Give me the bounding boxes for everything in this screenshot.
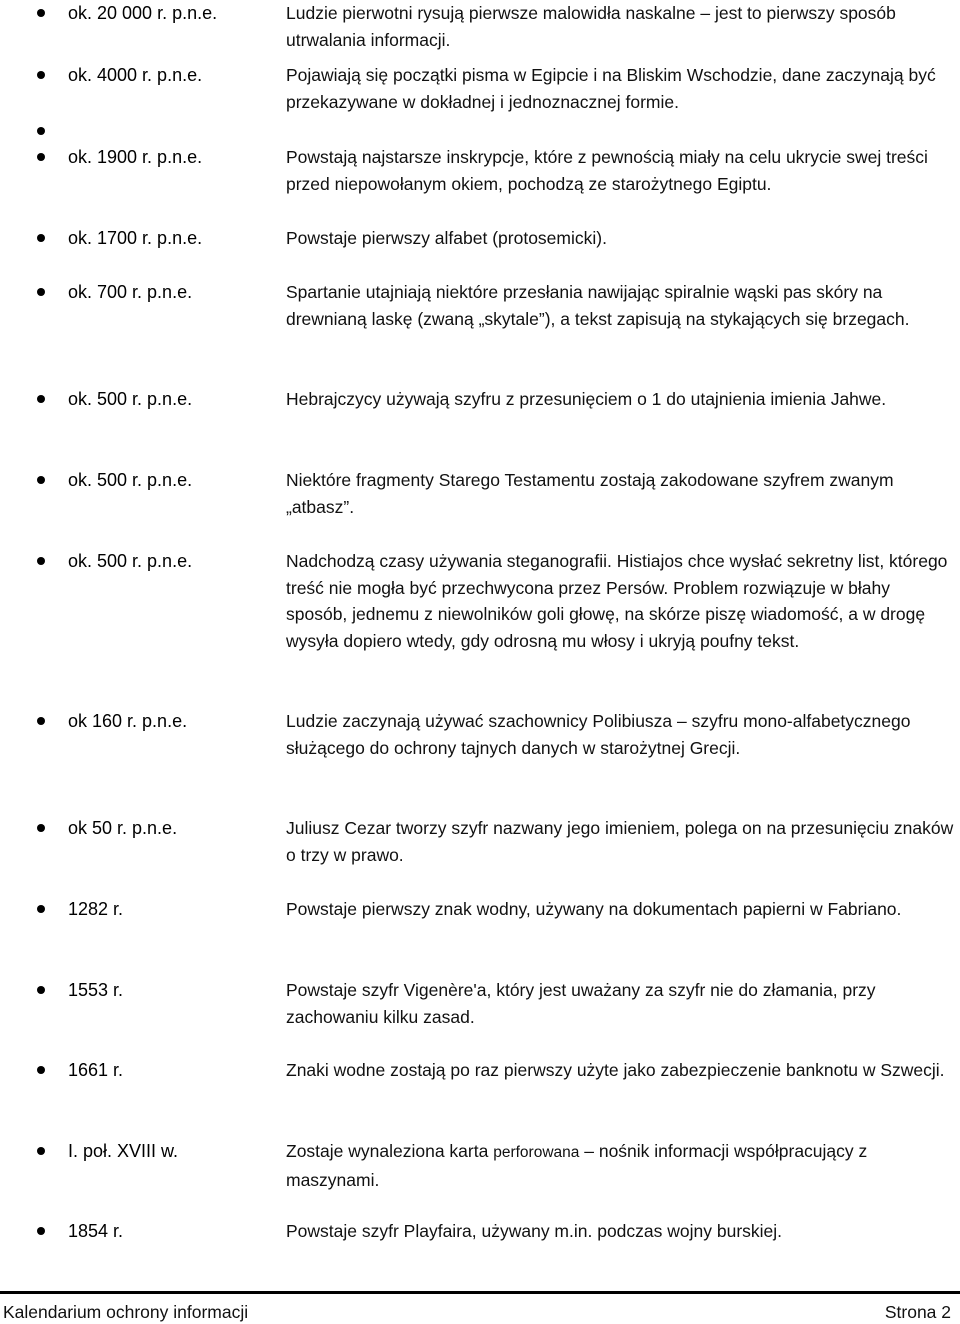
entry-date: I. poł. XVIII w. [68, 1141, 179, 1161]
bullet-icon [37, 71, 45, 79]
bullet-icon [37, 476, 45, 484]
entry-description: Znaki wodne zostają po raz pierwszy użyte jako zabezpieczenie banknotu w Szwecji. [286, 1060, 945, 1080]
bullet-icon [37, 905, 45, 913]
entry-description: Niektóre fragmenty Starego Testamentu zostają zakodowane szyfrem zwanym „atbasz”. [286, 470, 894, 517]
entry-description: Powstają najstarsze inskrypcje, które z pewnością miały na celu ukrycie swej treści przed niepowołanym okiem, pochodzą ze starożytnego Egiptu. [286, 147, 928, 194]
entry-date: ok. 1900 r. p.n.e. [68, 147, 203, 167]
bullet-icon [37, 1066, 45, 1074]
entry-date: 1661 r. [68, 1060, 124, 1080]
bullet-icon [37, 717, 45, 725]
desc-text-small: perforowana [493, 1144, 580, 1161]
entry-description: Powstaje szyfr Vigenère'a, który jest uważany za szyfr nie do złamania, przy zachowaniu kilku zasad. [286, 980, 876, 1027]
bullet-icon [37, 288, 45, 296]
desc-text-before: Zostaje wynaleziona karta [286, 1141, 494, 1161]
bullet-icon [37, 824, 45, 832]
entry-date: ok 160 r. p.n.e. [68, 711, 188, 731]
page-number: Strona 2 [884, 1302, 951, 1322]
entry-date: ok. 500 r. p.n.e. [68, 551, 193, 571]
entry-date: ok. 500 r. p.n.e. [68, 389, 193, 409]
entry-description: Powstaje szyfr Playfaira, używany m.in. podczas wojny burskiej. [286, 1221, 783, 1241]
footer-divider [0, 1291, 960, 1294]
empty-list-bullet [37, 127, 45, 135]
entry-date: ok. 500 r. p.n.e. [68, 470, 193, 490]
entry-date: ok 50 r. p.n.e. [68, 818, 178, 838]
entry-description: Juliusz Cezar tworzy szyfr nazwany jego imieniem, polega on na przesunięciu znaków o trzy w prawo. [286, 818, 954, 865]
desc-text-after: – nośnik informacji współpracujący z maszynami. [286, 1141, 868, 1190]
entry-description [286, 1138, 954, 1193]
bullet-icon [37, 234, 45, 242]
bullet-icon [37, 395, 45, 403]
bullet-icon [37, 153, 45, 161]
entry-description: Powstaje pierwszy alfabet (protosemicki). [286, 228, 607, 248]
entry-date: ok. 1700 r. p.n.e. [68, 228, 203, 248]
bullet-icon [37, 1147, 45, 1155]
bullet-icon [37, 557, 45, 565]
entry-description: Hebrajczycy używają szyfru z przesunięciem o 1 do utajnienia imienia Jahwe. [286, 389, 887, 409]
footer-title: Kalendarium ochrony informacji [3, 1302, 249, 1322]
bullet-icon [37, 1227, 45, 1235]
entry-date: ok. 4000 r. p.n.e. [68, 65, 203, 85]
entry-description: Ludzie zaczynają używać szachownicy Polibiusza – szyfru mono-alfabetycznego służącego do ochrony tajnych danych w starożytnej Grecji. [286, 711, 911, 758]
entry-date: 1854 r. [68, 1221, 124, 1241]
entry-description: Pojawiają się początki pisma w Egipcie i na Bliskim Wschodzie, dane zaczynają być przekazywane w dokładnej i jednoznacznej formie. [286, 65, 936, 112]
bullet-icon [37, 986, 45, 994]
entry-date: 1553 r. [68, 980, 124, 1000]
entry-date: 1282 r. [68, 899, 124, 919]
entry-description: Powstaje pierwszy znak wodny, używany na dokumentach papierni w Fabriano. [286, 899, 902, 919]
entry-date: ok. 20 000 r. p.n.e. [68, 3, 218, 23]
entry-description: Nadchodzą czasy używania steganografii. Histiajos chce wysłać sekretny list, którego treść nie mogła być przechwycona przez Persów. Problem rozwiązuje w błahy sposób, jednemu z niewolników goli głowę, na skórze piszę wiadomość, a w drogę wysyła dopiero wtedy, gdy odrosną mu włosy i ukryją poufny tekst. [286, 551, 948, 651]
entry-date: ok. 700 r. p.n.e. [68, 282, 193, 302]
entry-description: Spartanie utajniają niektóre przesłania nawijając spiralnie wąski pas skóry na drewnianą laskę (zwaną „skytale”), a tekst zapisują na stykających się brzegach. [286, 282, 910, 329]
entry-description: Ludzie pierwotni rysują pierwsze malowidła naskalne – jest to pierwszy sposób utrwalania informacji. [286, 3, 896, 50]
bullet-icon [37, 9, 45, 17]
